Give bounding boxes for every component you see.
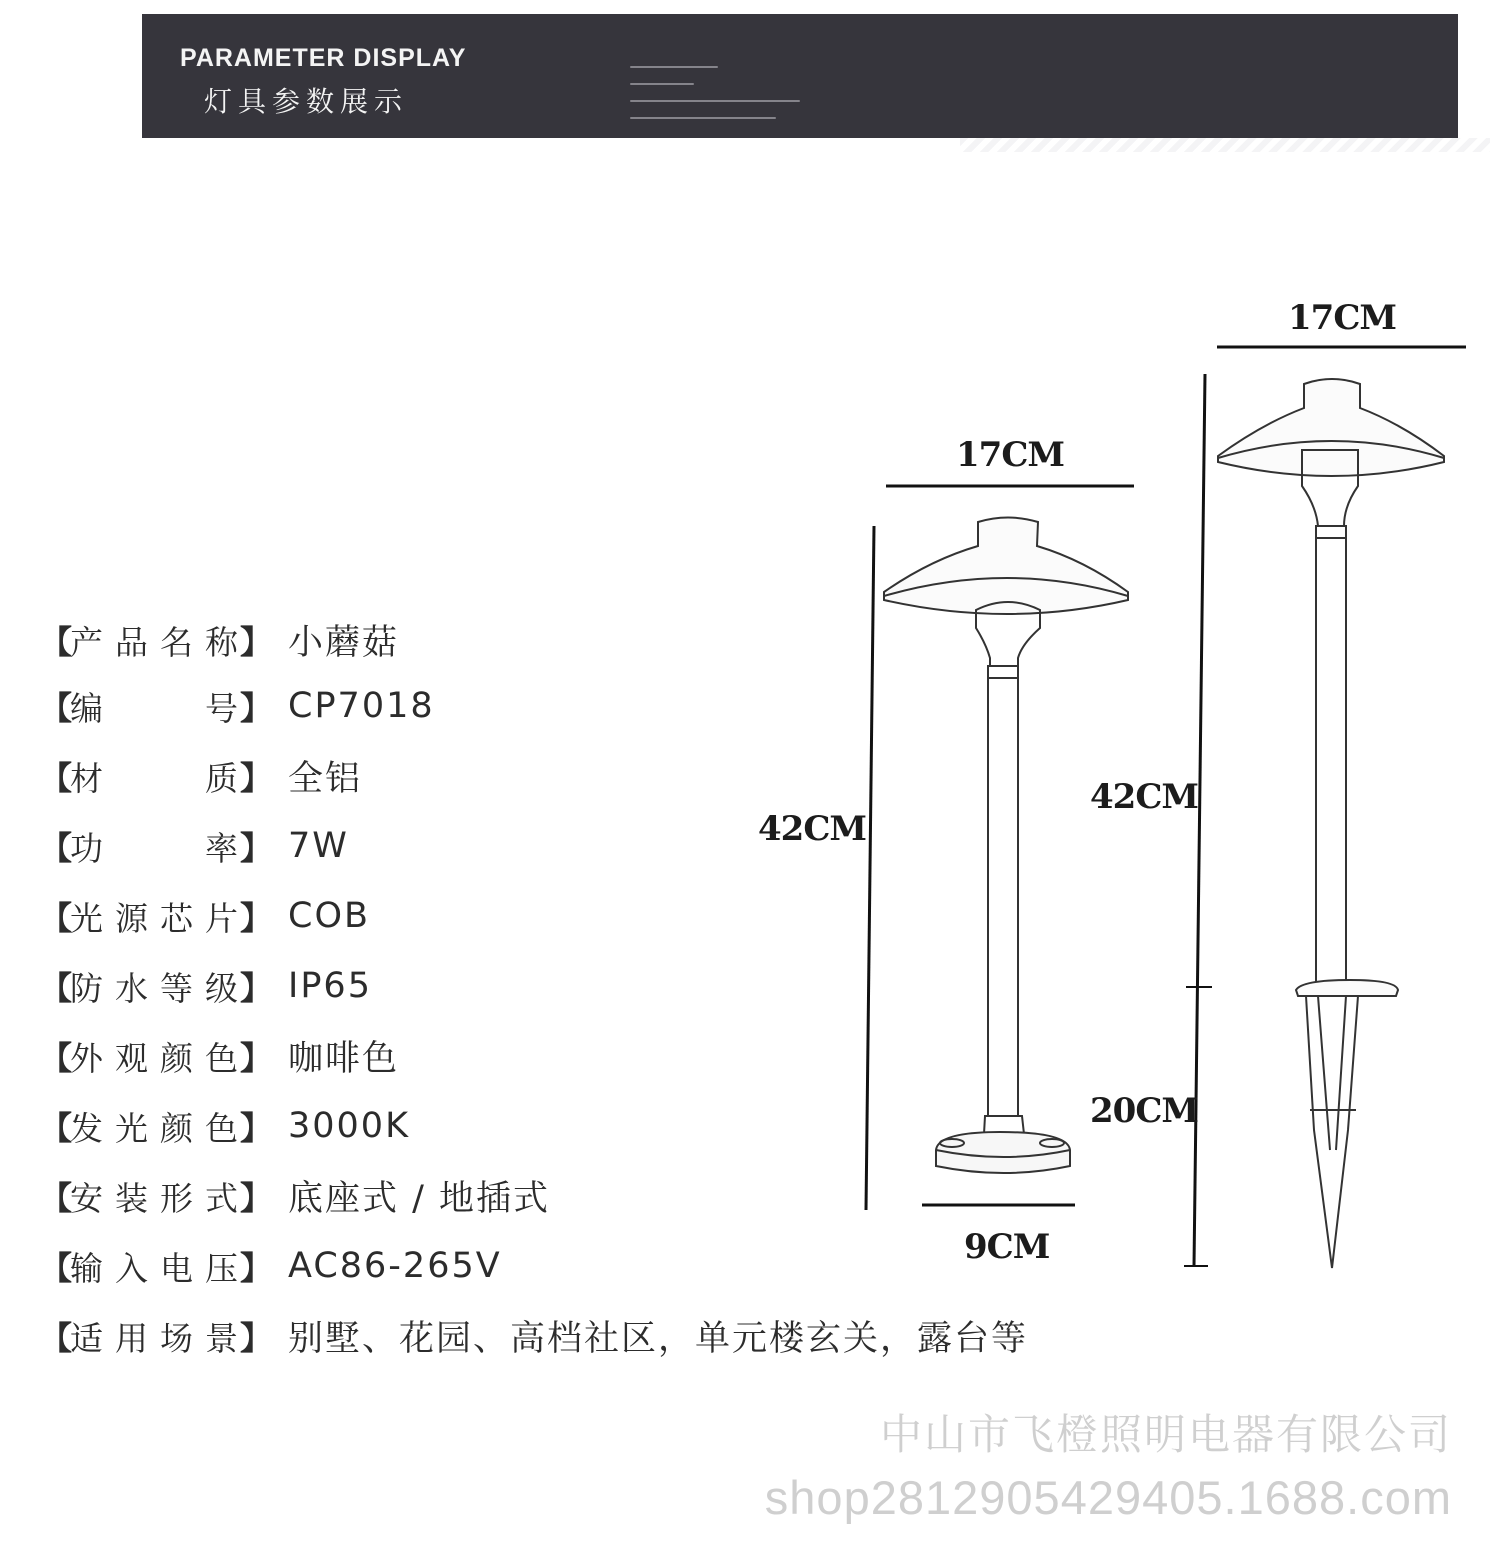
- bracket-close: 】: [240, 759, 273, 797]
- spec-label-text: 安装形式: [70, 1178, 240, 1218]
- spec-value: 小蘑菇: [288, 623, 400, 663]
- bracket-close: 】: [240, 1039, 273, 1077]
- spec-row-light-color: [40, 1104, 410, 1148]
- spec-value: 咖啡色: [288, 1039, 400, 1079]
- base-lamp-height-label: 42CM: [758, 809, 867, 849]
- spec-label-text: 材质: [70, 758, 240, 798]
- spec-label-text: 产品名称: [70, 622, 240, 662]
- spec-label-text: 适用场景: [70, 1318, 240, 1358]
- spike-lamp-drawing: [1218, 379, 1444, 1268]
- spec-row-material: [40, 754, 362, 798]
- banner-title-cn: 灯具参数展示: [204, 85, 409, 118]
- spec-row-power: [40, 824, 349, 868]
- bracket-open: 【: [40, 1109, 73, 1147]
- bracket-open: 【: [40, 899, 73, 937]
- spec-label: [40, 963, 288, 1010]
- spec-row-application: [40, 1314, 1028, 1358]
- spec-row-model: [40, 684, 435, 728]
- bracket-open: 【: [40, 1249, 73, 1287]
- bracket-close: 】: [240, 623, 273, 661]
- spec-label-text: 光源芯片: [70, 898, 240, 938]
- spec-value: 别墅、花园、高档社区，单元楼玄关，露台等: [288, 1319, 1029, 1359]
- spec-label-text: 功率: [70, 828, 240, 868]
- banner-stripes: [960, 138, 1490, 152]
- spec-label: [40, 1243, 288, 1290]
- spec-label: [40, 753, 288, 800]
- spec-label: [40, 823, 288, 870]
- spec-value: 7W: [288, 826, 349, 866]
- bracket-open: 【: [40, 969, 73, 1007]
- bracket-close: 】: [240, 1179, 273, 1217]
- base-lamp-top-width-label: 17CM: [956, 435, 1065, 475]
- lamp-dimension-drawing: [720, 270, 1490, 1280]
- spec-value: IP65: [288, 966, 372, 1006]
- bracket-open: 【: [40, 1319, 73, 1357]
- spec-label: [40, 1103, 288, 1150]
- spec-row-voltage: [40, 1244, 502, 1288]
- spec-label-text: 编号: [70, 688, 240, 728]
- bracket-open: 【: [40, 689, 73, 727]
- banner-title-en: PARAMETER DISPLAY: [180, 44, 467, 72]
- bracket-open: 【: [40, 1179, 73, 1217]
- spec-value: COB: [288, 896, 370, 936]
- base-lamp-base-width-label: 9CM: [964, 1227, 1050, 1267]
- spec-label: [40, 893, 288, 940]
- bracket-close: 】: [240, 969, 273, 1007]
- company-watermark: 中山市飞橙照明电器有限公司: [879, 1410, 1452, 1459]
- spec-value: 底座式 / 地插式: [288, 1179, 551, 1219]
- spec-row-appearance-color: [40, 1034, 399, 1078]
- bracket-open: 【: [40, 623, 73, 661]
- spec-label-text: 输入电压: [70, 1248, 240, 1288]
- spec-value: CP7018: [288, 686, 435, 726]
- bracket-open: 【: [40, 1039, 73, 1077]
- spec-label: [40, 1033, 288, 1080]
- spec-row-installation: [40, 1174, 550, 1218]
- spec-value: AC86-265V: [288, 1246, 502, 1286]
- spec-value: 全铝: [288, 759, 363, 799]
- bracket-open: 【: [40, 759, 73, 797]
- spec-value: 3000K: [288, 1106, 411, 1146]
- bracket-close: 】: [240, 1249, 273, 1287]
- bracket-close: 】: [240, 689, 273, 727]
- spec-label: [40, 617, 288, 664]
- bracket-close: 】: [240, 899, 273, 937]
- spike-lamp-spike-height-label: 20CM: [1090, 1091, 1199, 1131]
- spec-label: [40, 1173, 288, 1220]
- bracket-open: 【: [40, 829, 73, 867]
- shop-url-watermark: shop2812905429405.1688.com: [764, 1471, 1452, 1524]
- bracket-close: 】: [240, 1109, 273, 1147]
- bracket-close: 】: [240, 829, 273, 867]
- spec-row-chip: [40, 894, 370, 938]
- spec-label-text: 防水等级: [70, 968, 240, 1008]
- base-lamp-drawing: [884, 518, 1128, 1174]
- banner-decorative-text: [630, 66, 810, 134]
- spec-label-text: 发光颜色: [70, 1108, 240, 1148]
- spec-label: [40, 1313, 288, 1360]
- spec-row-product-name: [40, 618, 399, 662]
- spike-lamp-top-width-label: 17CM: [1288, 298, 1397, 338]
- spike-lamp-height-label: 42CM: [1090, 777, 1199, 817]
- spec-label: [40, 683, 288, 730]
- spec-label-text: 外观颜色: [70, 1038, 240, 1078]
- spec-row-waterproof: [40, 964, 372, 1008]
- bracket-close: 】: [240, 1319, 273, 1357]
